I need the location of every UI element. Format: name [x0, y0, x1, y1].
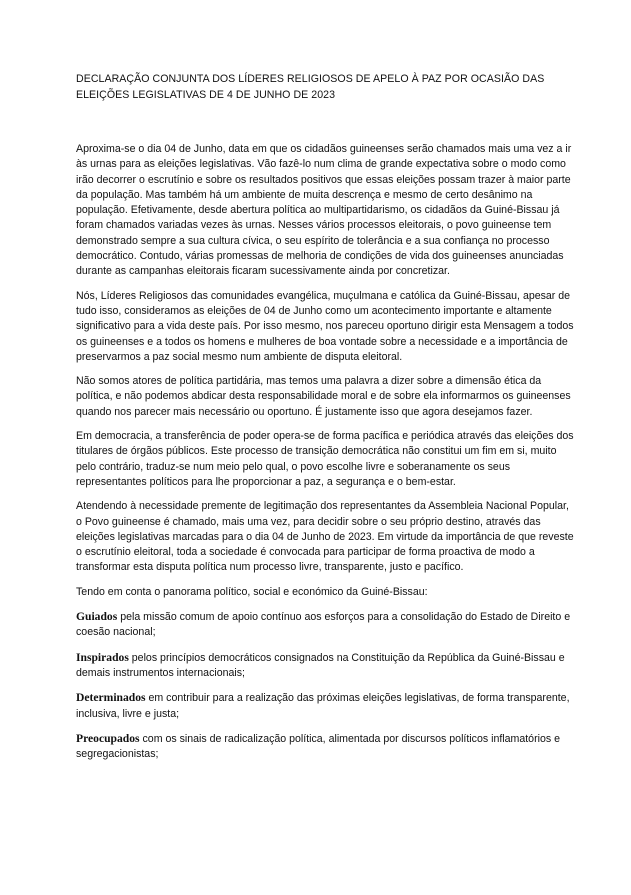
- clause-inspirados: [76, 650, 577, 682]
- clause-determinados: [76, 690, 577, 722]
- clause-lead: Determinados: [76, 691, 146, 705]
- document-title: DECLARAÇÃO CONJUNTA DOS LÍDERES RELIGIOSOS DE APELO À PAZ POR OCASIÃO DAS ELEIÇÕES LEGISLATIVAS DE 4 DE JUNHO DE 2023: [76, 73, 545, 101]
- paragraph: Aproxima-se o dia 04 de Junho, data em que os cidadãos guineenses serão chamados mais uma vez a ir às urnas para as eleições legislativas. Vão fazê-lo num clima de grande expectativa sobre o modo como irão decorrer o escrutínio e sobre os resultados positivos que essas eleições possam trazer à maior parte da população. Mas também há um ambiente de muita descrença e mesmo de certo desânimo na população. Efetivamente, desde abertura política ao multipartidarismo, os cidadãos da Guiné-Bissau já foram chamados variadas vezes às urnas. Nesses vários processos eleitorais, o povo guineense tem demonstrado sempre a sua cultura cívica, o seu espírito de tolerância e a sua confiança no processo democrático. Contudo, várias promessas de melhoria de condições de vida dos guineenses anunciadas durante as campanhas eleitorais ficaram sucessivamente ainda por concretizar.: [76, 143, 572, 278]
- paragraph: Não somos atores de política partidária, mas temos uma palavra a dizer sobre a dimensão ética da política, e não podemos abdicar desta responsabilidade moral e de sobre ela informarmos os guineenses quando nos parecer mais necessário ou oportuno. É justamente isso que agora desejamos fazer.: [76, 375, 571, 418]
- paragraph: Em democracia, a transferência de poder opera-se de forma pacífica e periódica através das eleições dos titulares de órgãos públicos. Este processo de transição democrática não constitui um fim em si, muito pelo contrário, traduz-se num meio pelo qual, o povo escolhe livre e soberanamente os seus representantes políticos para lhe proporcionar a paz, a segurança e o bem-estar.: [76, 430, 574, 488]
- paragraph: Atendendo à necessidade premente de legitimação dos representantes da Assembleia Nacional Popular, o Povo guineense é chamado, mais uma vez, para decidir sobre o seu próprio destino, através das eleições legislativas marcadas para o dia 04 de Junho de 2023. Em virtude da importância de que reveste o escrutínio eleitoral, toda a sociedade é convocada para participar de forma proactiva de modo a transformar esta disputa política num processo livre, transparente, justo e pacífico.: [76, 500, 574, 574]
- paragraph: Nós, Líderes Religiosos das comunidades evangélica, muçulmana e católica da Guiné-Bissau, apesar de tudo isso, consideramos as eleições de 04 de Junho como um acontecimento importante e altamente significativo para a vida deste país. Por isso mesmo, nos pareceu oportuno dirigir esta Mensagem a todos os guineenses e a todos os homens e mulheres de boa vontade sobre a necessidade e a importância de preservarmos a paz social mesmo num ambiente de disputa eleitoral.: [76, 289, 574, 363]
- clause-text: pelos princípios democráticos consignados na Constituição da República da Guiné-Bissau e demais instrumentos internacionais;: [76, 651, 565, 679]
- clause-lead: Guiados: [76, 610, 118, 624]
- clause-guiados: [76, 609, 577, 641]
- paragraph: Tendo em conta o panorama político, social e económico da Guiné-Bissau:: [76, 585, 428, 598]
- clause-lead: Preocupados: [76, 731, 140, 745]
- clause-preocupados: [76, 731, 577, 763]
- clause-text: com os sinais de radicalização política, alimentada por discursos políticos inflamatórios e segregacionistas;: [76, 732, 560, 761]
- clause-text: pela missão comum de apoio contínuo aos esforços para a consolidação do Estado de Direito e coesão nacional;: [76, 611, 571, 639]
- clause-text: em contribuir para a realização das próximas eleições legislativas, de forma transparente, inclusiva, livre e justa;: [76, 692, 570, 720]
- clause-lead: Inspirados: [76, 650, 129, 664]
